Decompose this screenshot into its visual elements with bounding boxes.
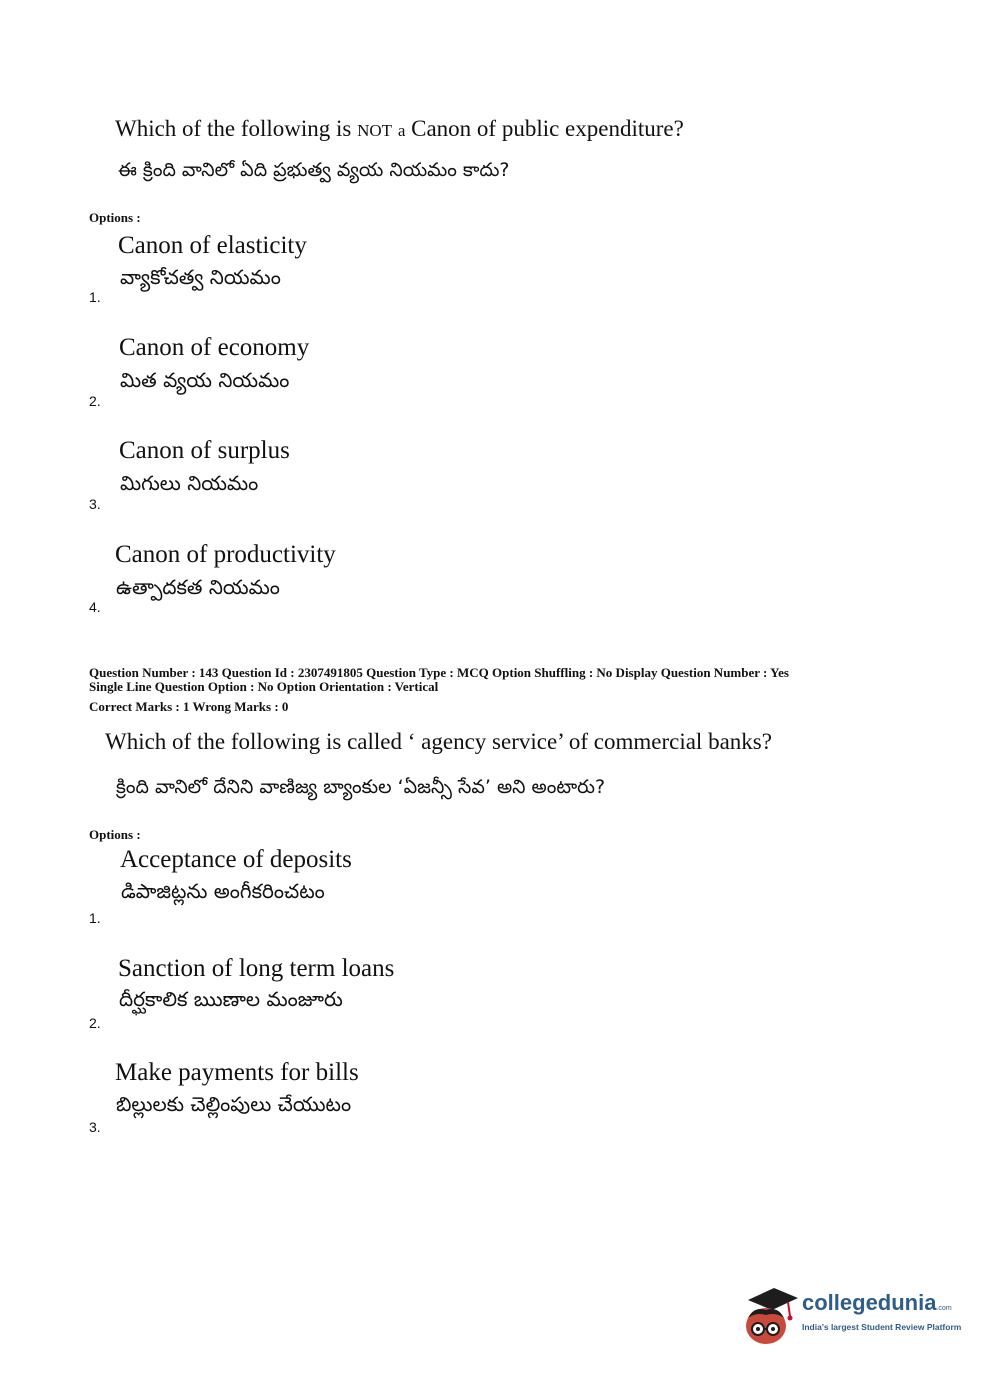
q1-option-2-te: మిత వ్యయ నియమం xyxy=(120,368,290,392)
logo-wordmark xyxy=(802,1290,952,1316)
q2-question-en: Which of the following is called ‘ agency service’ of commercial banks? xyxy=(105,729,772,754)
q1-question-en-pre: Which of the following is xyxy=(115,116,358,141)
q1-question-en-a: a xyxy=(397,121,406,140)
q2-option-2-te: దీర్ఘకాలిక ఋణాల మంజూరు xyxy=(119,987,343,1011)
q2-question-te: క్రింది వానిలో దేనిని వాణిజ్య బ్యాంకుల ‘ఏజన్సీ సేవ’ అని అంటారు? xyxy=(116,776,606,798)
logo-suffix: .com xyxy=(936,1305,952,1312)
q1-option-1-te: వ్యాకోచత్వ నియమం xyxy=(120,265,281,289)
q1-option-1-en: Canon of elasticity xyxy=(118,232,307,259)
q2-meta-line3: Correct Marks : 1 Wrong Marks : 0 xyxy=(89,699,289,714)
logo-tagline: India's largest Student Review Platform xyxy=(802,1322,962,1332)
q2-option-1-te: డిపాజిట్లను అంగీకరించటం xyxy=(121,879,325,903)
q1-question-en-not: NOT xyxy=(357,121,393,140)
q2-options-label: Options : xyxy=(89,827,141,842)
q1-question-en xyxy=(115,116,684,142)
q1-option-2-num: 2. xyxy=(89,393,101,409)
q2-option-3-te: బిల్లులకు చెల్లింపులు చేయుటం xyxy=(116,1092,352,1116)
q1-option-4-en: Canon of productivity xyxy=(115,541,336,568)
q1-option-3-num: 3. xyxy=(89,496,101,512)
logo-name: collegedunia xyxy=(802,1290,937,1315)
q2-option-3-num: 3. xyxy=(89,1119,101,1135)
q1-option-1-num: 1. xyxy=(89,289,101,305)
q1-options-label: Options : xyxy=(89,210,141,225)
q2-meta-line1: Question Number : 143 Question Id : 2307491805 Question Type : MCQ Option Shuffling : No Display Question Number : Yes xyxy=(89,665,789,680)
q2-meta-line2: Single Line Question Option : No Option Orientation : Vertical xyxy=(89,679,439,694)
q1-option-4-te: ఉత్పాదకత నియమం xyxy=(116,575,280,599)
q2-option-1-en: Acceptance of deposits xyxy=(120,846,352,873)
mascot-icon xyxy=(740,1282,800,1352)
q2-option-2-en: Sanction of long term loans xyxy=(118,955,395,982)
q1-option-3-en: Canon of surplus xyxy=(119,437,290,464)
q2-option-2-num: 2. xyxy=(89,1015,101,1031)
q2-option-1-num: 1. xyxy=(89,910,101,926)
collegedunia-logo[interactable] xyxy=(740,1282,970,1352)
q1-question-en-post: Canon of public expenditure? xyxy=(411,116,684,141)
q1-question-te: ఈ క్రింది వానిలో ఏది ప్రభుత్వ వ్యయ నియమం కాదు? xyxy=(118,159,510,181)
q2-option-3-en: Make payments for bills xyxy=(115,1059,359,1086)
q1-option-3-te: మిగులు నియమం xyxy=(120,471,259,495)
q1-option-2-en: Canon of economy xyxy=(119,334,310,361)
q1-option-4-num: 4. xyxy=(89,599,101,615)
